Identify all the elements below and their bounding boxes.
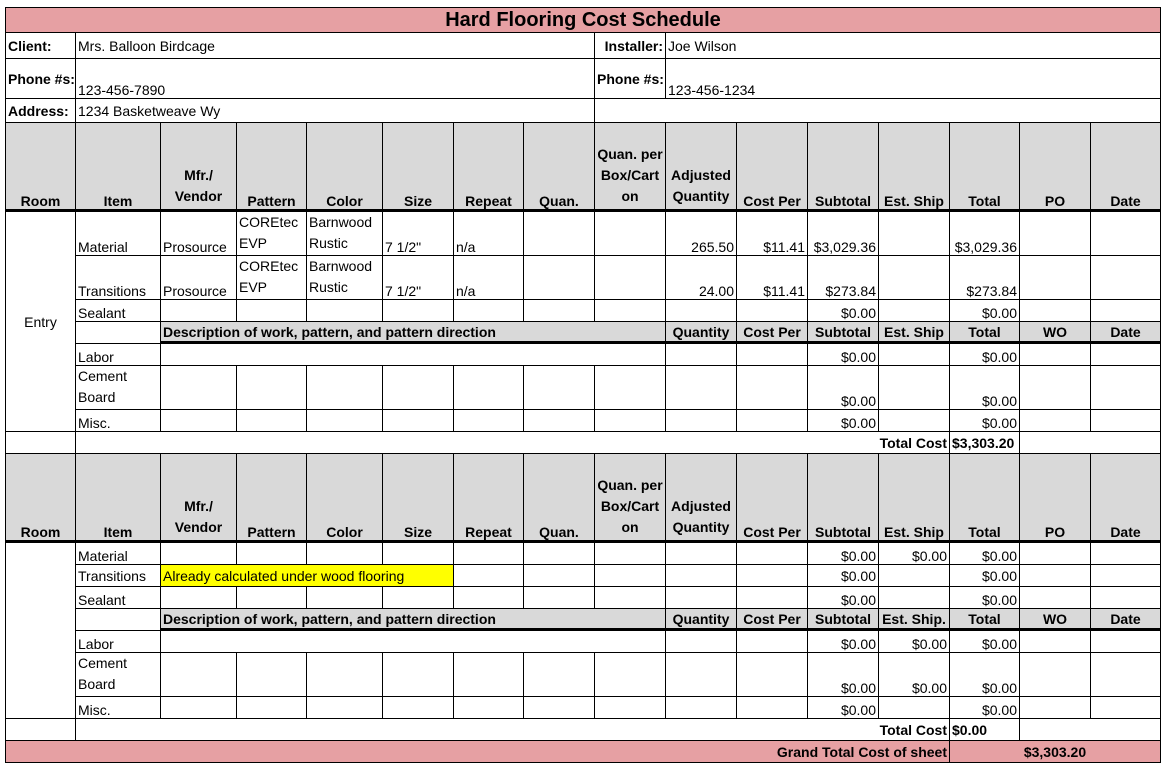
section1-labor-est-ship[interactable]	[879, 344, 950, 366]
section2-cement-board-item[interactable]: Cement Board	[76, 653, 161, 697]
section2-transitions-note[interactable]: Already calculated under wood flooring	[161, 565, 454, 587]
section1-misc-col-4[interactable]	[307, 410, 383, 432]
section1-misc-col-8[interactable]	[595, 410, 666, 432]
section2-misc-item[interactable]: Misc.	[76, 697, 161, 719]
sec2-total-cost[interactable]: $0.00	[950, 719, 1020, 741]
section1-cement-board-col-6[interactable]	[454, 366, 524, 410]
section1-material-quan-per-box[interactable]	[595, 212, 666, 256]
sec1-header-room: Room	[5, 123, 76, 212]
address-blank[interactable]	[595, 99, 1161, 123]
section2-material-total[interactable]: $0.00	[950, 543, 1020, 565]
section1-material-mfr[interactable]: Prosource	[161, 212, 237, 256]
section2-transitions-po[interactable]	[1020, 565, 1091, 587]
section2-cement-board-date[interactable]	[1091, 653, 1161, 697]
sec2-labor-header-quantity: Quantity	[666, 609, 737, 631]
section2-labor-quantity[interactable]	[666, 631, 737, 653]
section2-misc-col-2[interactable]	[161, 697, 237, 719]
section1-material-cost-per[interactable]: $11.41	[737, 212, 808, 256]
section2-transitions-col-8[interactable]	[595, 565, 666, 587]
sec1-total-cost[interactable]: $3,303.20	[950, 432, 1020, 454]
section1-sealant-date[interactable]	[1091, 300, 1161, 322]
section2-transitions-item[interactable]: Transitions	[76, 565, 161, 587]
section1-cement-board-col-10[interactable]	[737, 366, 808, 410]
section2-labor-total[interactable]: $0.00	[950, 631, 1020, 653]
sec2-labor-header-cost-per: Cost Per	[737, 609, 808, 631]
sec2-header-item: Item	[76, 454, 161, 543]
section1-sealant-size[interactable]	[383, 300, 454, 322]
section2-material-item[interactable]: Material	[76, 543, 161, 565]
sec2-labor-header-total: Total	[950, 609, 1020, 631]
section2-misc-col-10[interactable]	[737, 697, 808, 719]
sec1-room[interactable]: Entry	[5, 212, 76, 432]
section1-misc-col-7[interactable]	[524, 410, 595, 432]
section1-material-est-ship[interactable]	[879, 212, 950, 256]
section2-material-subtotal[interactable]: $0.00	[808, 543, 879, 565]
section2-material-est-ship[interactable]: $0.00	[879, 543, 950, 565]
section1-material-total[interactable]: $3,029.36	[950, 212, 1020, 256]
section2-misc-col-4[interactable]	[307, 697, 383, 719]
sec2-header-quan-per-box: Quan. per Box/Cart on	[595, 454, 666, 543]
client-name[interactable]: Mrs. Balloon Birdcage	[76, 33, 595, 59]
sec1-total-tail[interactable]	[1020, 432, 1161, 454]
section1-cement-board-col-5[interactable]	[383, 366, 454, 410]
sec1-total-blank[interactable]	[5, 432, 76, 454]
section1-cement-board-po[interactable]	[1020, 366, 1091, 410]
section2-labor-date[interactable]	[1091, 631, 1161, 653]
section1-material-date[interactable]	[1091, 212, 1161, 256]
sec2-header-subtotal: Subtotal	[808, 454, 879, 543]
section2-material-col-6[interactable]	[454, 543, 524, 565]
section2-misc-col-5[interactable]	[383, 697, 454, 719]
section1-transitions-est-ship[interactable]	[879, 256, 950, 300]
section1-sealant-est-ship[interactable]	[879, 300, 950, 322]
section1-material-quan[interactable]	[524, 212, 595, 256]
section2-material-col-9[interactable]	[666, 543, 737, 565]
section2-sealant-col-6[interactable]	[454, 587, 524, 609]
section1-misc-col-5[interactable]	[383, 410, 454, 432]
installer-phone-label[interactable]: Phone #s:	[595, 59, 666, 99]
section1-transitions-mfr[interactable]: Prosource	[161, 256, 237, 300]
section1-transitions-color[interactable]: Barnwood Rustic	[307, 256, 383, 300]
section2-misc-est-ship[interactable]	[879, 697, 950, 719]
section1-sealant-item[interactable]: Sealant	[76, 300, 161, 322]
section1-sealant-po[interactable]	[1020, 300, 1091, 322]
section2-cement-board-col-8[interactable]	[595, 653, 666, 697]
section2-transitions-col-7[interactable]	[524, 565, 595, 587]
grand-total-value[interactable]: $3,303.20	[950, 741, 1161, 763]
section1-cement-board-col-4[interactable]	[307, 366, 383, 410]
sec1-header-item: Item	[76, 123, 161, 212]
section2-material-date[interactable]	[1091, 543, 1161, 565]
section2-cement-board-col-3[interactable]	[237, 653, 307, 697]
section1-transitions-size[interactable]: 7 1/2"	[383, 256, 454, 300]
sec2-header-repeat: Repeat	[454, 454, 524, 543]
sec2-header-quan: Quan.	[524, 454, 595, 543]
sec2-labor-header-description: Description of work, pattern, and pattern direction	[161, 609, 666, 631]
section2-misc-date[interactable]	[1091, 697, 1161, 719]
sec2-header-est-ship: Est. Ship	[879, 454, 950, 543]
sec1-labor-header-total: Total	[950, 322, 1020, 344]
section1-misc-total[interactable]: $0.00	[950, 410, 1020, 432]
section1-misc-col-10[interactable]	[737, 410, 808, 432]
section2-labor-est-ship[interactable]: $0.00	[879, 631, 950, 653]
sec1-header-total: Total	[950, 123, 1020, 212]
section2-labor-cost-per[interactable]	[737, 631, 808, 653]
section2-cement-board-col-10[interactable]	[737, 653, 808, 697]
section2-material-col-10[interactable]	[737, 543, 808, 565]
section1-transitions-quan[interactable]	[524, 256, 595, 300]
sec2-header-date: Date	[1091, 454, 1161, 543]
section2-sealant-date[interactable]	[1091, 587, 1161, 609]
section2-misc-total[interactable]: $0.00	[950, 697, 1020, 719]
sec2-header-pattern: Pattern	[237, 454, 307, 543]
sec1-header-est-ship: Est. Ship	[879, 123, 950, 212]
section2-material-col-3[interactable]	[237, 543, 307, 565]
section2-cement-board-col-4[interactable]	[307, 653, 383, 697]
sec2-header-adjusted-quantity: Adjusted Quantity	[666, 454, 737, 543]
grand-total-label[interactable]: Grand Total Cost of sheet	[5, 741, 950, 763]
section1-transitions-pattern[interactable]: COREtec EVP	[237, 256, 307, 300]
section2-labor-subtotal[interactable]: $0.00	[808, 631, 879, 653]
address-label[interactable]: Address:	[5, 99, 76, 123]
sec2-labor-header-est-ship: Est. Ship.	[879, 609, 950, 631]
section1-labor-date[interactable]	[1091, 344, 1161, 366]
section2-misc-col-7[interactable]	[524, 697, 595, 719]
section2-cement-board-col-6[interactable]	[454, 653, 524, 697]
section2-cement-board-po[interactable]	[1020, 653, 1091, 697]
section1-labor-wo[interactable]	[1020, 344, 1091, 366]
section1-cement-board-col-7[interactable]	[524, 366, 595, 410]
section1-material-pattern[interactable]: COREtec EVP	[237, 212, 307, 256]
section1-material-subtotal[interactable]: $3,029.36	[808, 212, 879, 256]
sec1-header-subtotal: Subtotal	[808, 123, 879, 212]
section1-material-adjusted-quantity[interactable]: 265.50	[666, 212, 737, 256]
sec1-labor-header-wo: WO	[1020, 322, 1091, 344]
section1-misc-col-9[interactable]	[666, 410, 737, 432]
section2-transitions-subtotal[interactable]: $0.00	[808, 565, 879, 587]
section1-labor-cost-per[interactable]	[737, 344, 808, 366]
sec2-labor-header-wo: WO	[1020, 609, 1091, 631]
section1-material-po[interactable]	[1020, 212, 1091, 256]
sec1-header-quan: Quan.	[524, 123, 595, 212]
section2-labor-item[interactable]: Labor	[76, 631, 161, 653]
installer-phone[interactable]: 123-456-1234	[666, 59, 1161, 99]
section1-sealant-quan[interactable]	[524, 300, 595, 322]
section1-sealant-cost-per[interactable]	[737, 300, 808, 322]
sec1-header-repeat: Repeat	[454, 123, 524, 212]
section2-misc-col-3[interactable]	[237, 697, 307, 719]
section1-cement-board-item[interactable]: Cement Board	[76, 366, 161, 410]
section1-cement-board-est-ship[interactable]	[879, 366, 950, 410]
sec1-labor-header-cost-per: Cost Per	[737, 322, 808, 344]
section1-material-repeat[interactable]: n/a	[454, 212, 524, 256]
section1-transitions-adjusted-quantity[interactable]: 24.00	[666, 256, 737, 300]
sec2-header-cost-per: Cost Per	[737, 454, 808, 543]
sec2-header-po: PO	[1020, 454, 1091, 543]
section1-cement-board-col-9[interactable]	[666, 366, 737, 410]
sec2-labor-header-subtotal: Subtotal	[808, 609, 879, 631]
section1-sealant-quan-per-box[interactable]	[595, 300, 666, 322]
sec1-header-size: Size	[383, 123, 454, 212]
section1-misc-col-3[interactable]	[237, 410, 307, 432]
section1-transitions-quan-per-box[interactable]	[595, 256, 666, 300]
section2-cement-board-subtotal[interactable]: $0.00	[808, 653, 879, 697]
section1-labor-item[interactable]: Labor	[76, 344, 161, 366]
sec1-labor-header-description: Description of work, pattern, and pattern direction	[161, 322, 666, 344]
section1-sealant-repeat[interactable]	[454, 300, 524, 322]
section1-sealant-total[interactable]: $0.00	[950, 300, 1020, 322]
section1-labor-description[interactable]	[161, 344, 666, 366]
section1-cement-board-subtotal[interactable]: $0.00	[808, 366, 879, 410]
section1-misc-po[interactable]	[1020, 410, 1091, 432]
section1-misc-date[interactable]	[1091, 410, 1161, 432]
section2-material-col-8[interactable]	[595, 543, 666, 565]
section2-misc-col-9[interactable]	[666, 697, 737, 719]
sec1-header-cost-per: Cost Per	[737, 123, 808, 212]
sec2-total-cost-label[interactable]: Total Cost	[76, 719, 950, 741]
section2-sealant-item[interactable]: Sealant	[76, 587, 161, 609]
sec2-total-blank[interactable]	[5, 719, 76, 741]
section1-material-size[interactable]: 7 1/2"	[383, 212, 454, 256]
client-phone-label[interactable]: Phone #s:	[5, 59, 76, 99]
sec1-header-pattern: Pattern	[237, 123, 307, 212]
sec2-header-room: Room	[5, 454, 76, 543]
section2-sealant-subtotal[interactable]: $0.00	[808, 587, 879, 609]
sec1-header-mfr: Mfr./ Vendor	[161, 123, 237, 212]
section1-transitions-po[interactable]	[1020, 256, 1091, 300]
sec2-header-color: Color	[307, 454, 383, 543]
section1-misc-est-ship[interactable]	[879, 410, 950, 432]
sec1-header-color: Color	[307, 123, 383, 212]
section2-transitions-col-6[interactable]	[454, 565, 524, 587]
sec2-header-total: Total	[950, 454, 1020, 543]
client-phone[interactable]: 123-456-7890	[76, 59, 595, 99]
section2-misc-subtotal[interactable]: $0.00	[808, 697, 879, 719]
section1-labor-quantity[interactable]	[666, 344, 737, 366]
sec1-header-quan-per-box: Quan. per Box/Cart on	[595, 123, 666, 212]
section1-material-item[interactable]: Material	[76, 212, 161, 256]
section1-misc-item[interactable]: Misc.	[76, 410, 161, 432]
section1-transitions-subtotal[interactable]: $273.84	[808, 256, 879, 300]
sec1-labor-header-date: Date	[1091, 322, 1161, 344]
section1-sealant-color[interactable]	[307, 300, 383, 322]
section1-cement-board-col-3[interactable]	[237, 366, 307, 410]
section1-transitions-date[interactable]	[1091, 256, 1161, 300]
section2-sealant-po[interactable]	[1020, 587, 1091, 609]
section2-cement-board-total[interactable]: $0.00	[950, 653, 1020, 697]
sec2-header-mfr: Mfr./ Vendor	[161, 454, 237, 543]
section2-material-col-2[interactable]	[161, 543, 237, 565]
section2-transitions-col-9[interactable]	[666, 565, 737, 587]
section2-misc-col-6[interactable]	[454, 697, 524, 719]
sec2-total-tail[interactable]	[1020, 719, 1161, 741]
sec2-labor-header-date: Date	[1091, 609, 1161, 631]
sec1-labor-header-est-ship: Est. Ship	[879, 322, 950, 344]
section2-cement-board-col-5[interactable]	[383, 653, 454, 697]
section2-sealant-col-8[interactable]	[595, 587, 666, 609]
section2-sealant-col-5[interactable]	[383, 587, 454, 609]
section2-sealant-col-9[interactable]	[666, 587, 737, 609]
section1-labor-total[interactable]: $0.00	[950, 344, 1020, 366]
section2-sealant-col-7[interactable]	[524, 587, 595, 609]
section1-transitions-item[interactable]: Transitions	[76, 256, 161, 300]
section1-sealant-mfr[interactable]	[161, 300, 237, 322]
section1-misc-subtotal[interactable]: $0.00	[808, 410, 879, 432]
sec1-header-adjusted-quantity: Adjusted Quantity	[666, 123, 737, 212]
section2-sealant-col-10[interactable]	[737, 587, 808, 609]
section2-material-po[interactable]	[1020, 543, 1091, 565]
section2-cement-board-col-9[interactable]	[666, 653, 737, 697]
sec1-labor-header-subtotal: Subtotal	[808, 322, 879, 344]
section2-transitions-est-ship[interactable]	[879, 565, 950, 587]
section2-sealant-col-3[interactable]	[237, 587, 307, 609]
address[interactable]: 1234 Basketweave Wy	[76, 99, 595, 123]
section2-transitions-date[interactable]	[1091, 565, 1161, 587]
section2-labor-wo[interactable]	[1020, 631, 1091, 653]
sec1-labor-header-blank[interactable]	[76, 322, 161, 344]
section1-transitions-repeat[interactable]: n/a	[454, 256, 524, 300]
sheet-title: Hard Flooring Cost Schedule	[5, 7, 1161, 33]
sec1-labor-header-quantity: Quantity	[666, 322, 737, 344]
section2-sealant-col-2[interactable]	[161, 587, 237, 609]
sec1-header-date: Date	[1091, 123, 1161, 212]
section2-cement-board-est-ship[interactable]: $0.00	[879, 653, 950, 697]
sec2-header-size: Size	[383, 454, 454, 543]
installer-label[interactable]: Installer:	[595, 33, 666, 59]
section2-material-col-7[interactable]	[524, 543, 595, 565]
section2-material-col-4[interactable]	[307, 543, 383, 565]
section2-sealant-col-4[interactable]	[307, 587, 383, 609]
section1-sealant-subtotal[interactable]: $0.00	[808, 300, 879, 322]
section1-cement-board-total[interactable]: $0.00	[950, 366, 1020, 410]
section1-transitions-total[interactable]: $273.84	[950, 256, 1020, 300]
section1-misc-col-6[interactable]	[454, 410, 524, 432]
section2-sealant-total[interactable]: $0.00	[950, 587, 1020, 609]
sec1-total-cost-label[interactable]: Total Cost	[76, 432, 950, 454]
section1-sealant-adjusted-quantity[interactable]	[666, 300, 737, 322]
section1-labor-subtotal[interactable]: $0.00	[808, 344, 879, 366]
section1-transitions-cost-per[interactable]: $11.41	[737, 256, 808, 300]
section2-cement-board-col-7[interactable]	[524, 653, 595, 697]
section2-misc-col-8[interactable]	[595, 697, 666, 719]
sec1-header-po: PO	[1020, 123, 1091, 212]
section1-cement-board-date[interactable]	[1091, 366, 1161, 410]
client-label[interactable]: Client:	[5, 33, 76, 59]
installer-name[interactable]: Joe Wilson	[666, 33, 1161, 59]
section1-material-color[interactable]: Barnwood Rustic	[307, 212, 383, 256]
section1-cement-board-col-8[interactable]	[595, 366, 666, 410]
section2-cement-board-col-2[interactable]	[161, 653, 237, 697]
section2-misc-po[interactable]	[1020, 697, 1091, 719]
section1-sealant-pattern[interactable]	[237, 300, 307, 322]
sec2-room[interactable]	[5, 543, 76, 719]
section1-cement-board-col-2[interactable]	[161, 366, 237, 410]
section2-sealant-est-ship[interactable]	[879, 587, 950, 609]
section2-material-col-5[interactable]	[383, 543, 454, 565]
section1-misc-col-2[interactable]	[161, 410, 237, 432]
section2-labor-description[interactable]	[161, 631, 666, 653]
section2-transitions-col-10[interactable]	[737, 565, 808, 587]
section2-transitions-total[interactable]: $0.00	[950, 565, 1020, 587]
sec2-labor-header-blank[interactable]	[76, 609, 161, 631]
